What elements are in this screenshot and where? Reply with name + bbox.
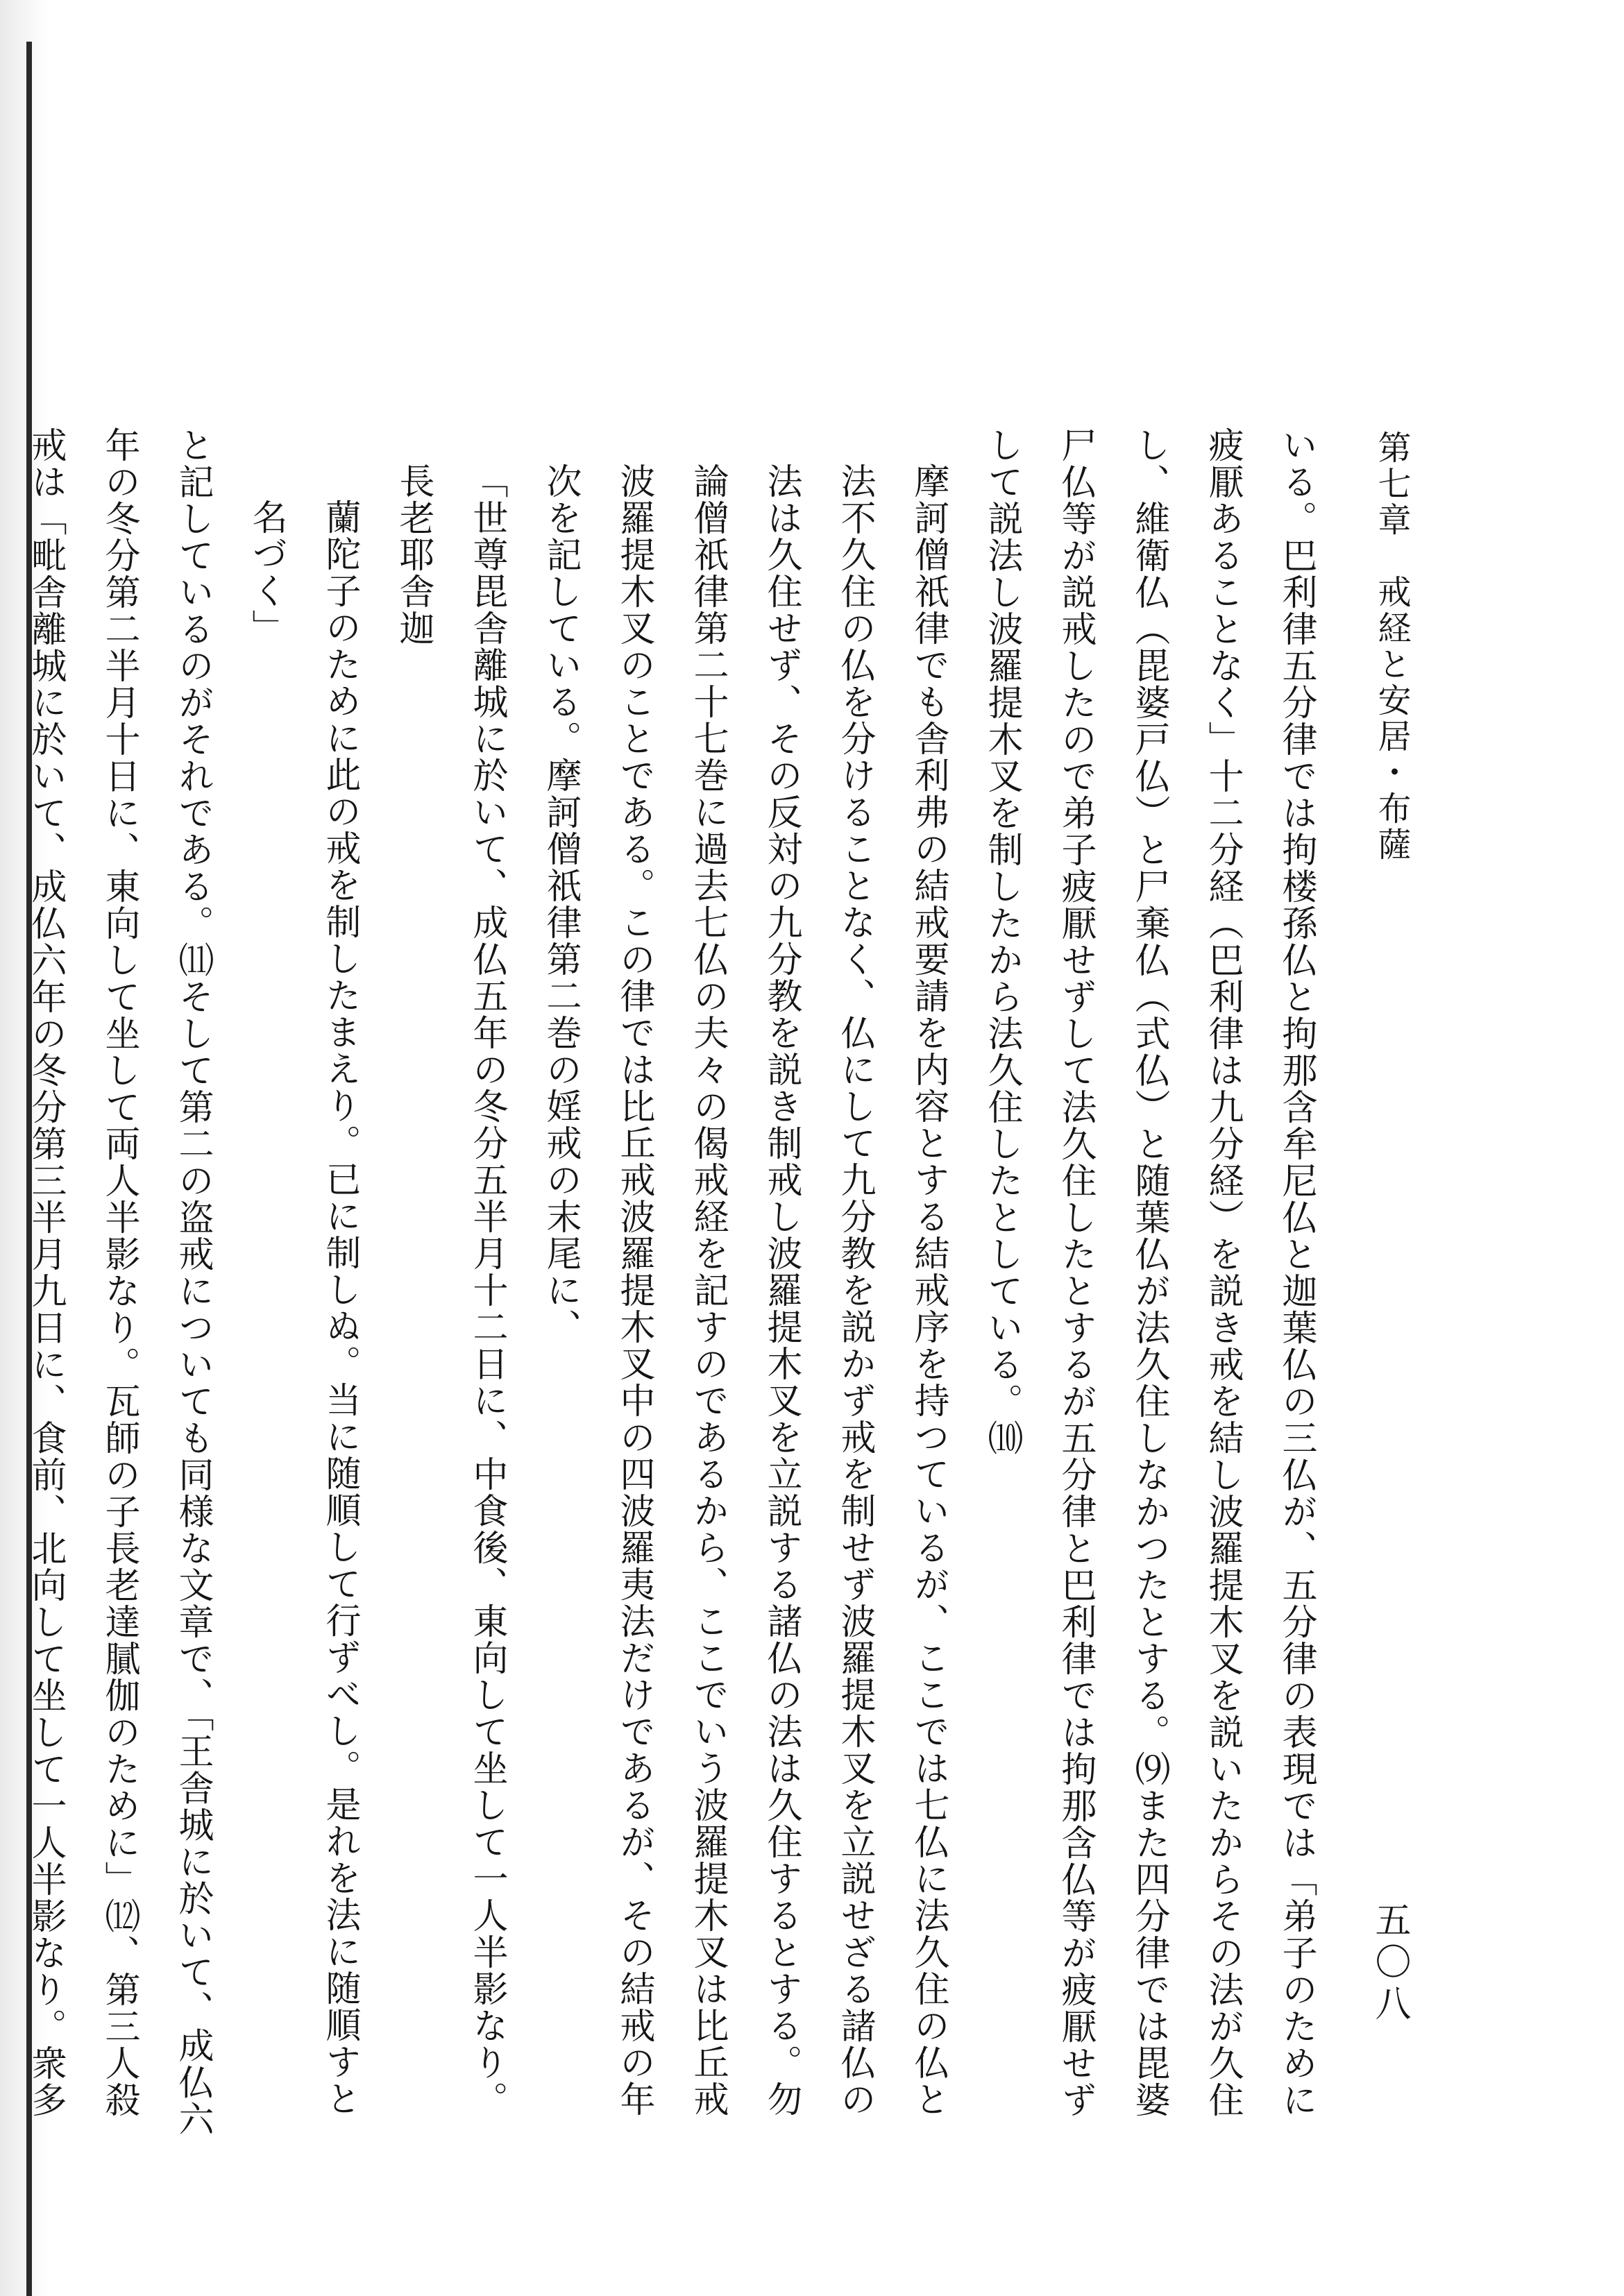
main-text	[25, 427, 1333, 2148]
quote-line-1: 「世尊毘舎離城に於いて、成仏五年の冬分五半月十二日に、中食後、東向して坐して一人半影なり。長老耶舎迦	[393, 463, 507, 2118]
quote-line-2: 蘭陀子のために此の戒を制したまえり。已に制しぬ。当に随順して行ずべし。是れを法に随順すと名づく」	[246, 499, 360, 2117]
running-header: 第七章 戒経と安居・布薩	[1372, 430, 1411, 863]
page-number: 五〇八	[1369, 1901, 1410, 2026]
paragraph-1: いる。巴利律五分律では拘楼孫仏と拘那含牟尼仏と迦葉仏の三仏が、五分律の表現では「弟子のために疲厭あることなく」十二分経（巴利律は九分経）を説き戒を結し波羅提木叉を説いたからその法が久住し、維衛仏（毘婆戸仏）と尸棄仏（式仏）と随葉仏が法久住しなかつたとする。⑼また四分律では毘婆尸仏等が説戒したので弟子疲厭せずして法久住したとするが五分律と巴利律では拘那含仏等が疲厭せずして説法し波羅提木叉を制したから法久住したとしている。⑽	[981, 427, 1317, 2118]
paragraph-3: と記しているのがそれである。⑾そして第二の盗戒についても同様な文章で、「王舎城に於いて、成仏六年の冬分第二半月十日に、東向して坐して両人半影なり。瓦師の子長老達膩伽のために」⑿、第三人殺戒は「毗舎離城に於いて、成仏六年の冬分第三半月九日に、食前、北向して坐して一人半影なり。衆多	[25, 427, 213, 2138]
paragraph-2: 摩訶僧祇律でも舎利弗の結戒要請を内容とする結戒序を持つているが、ここでは七仏に法久住の仏と法不久住の仏を分けることなく、仏にして九分教を説かず戒を制せず波羅提木叉を立説せざる諸仏の法は久住せず、その反対の九分教を説き制戒し波羅提木叉を立説する諸仏の法は久住するとする。勿論僧祇律第二十七巻に過去七仏の夫々の偈戒経を記すのであるから、ここでいう波羅提木叉は比丘戒波羅提木叉のことである。この律では比丘戒波羅提木叉中の四波羅夷法だけであるが、その結戒の年次を記している。摩訶僧祇律第二巻の婬戒の末尾に、	[540, 463, 949, 2118]
